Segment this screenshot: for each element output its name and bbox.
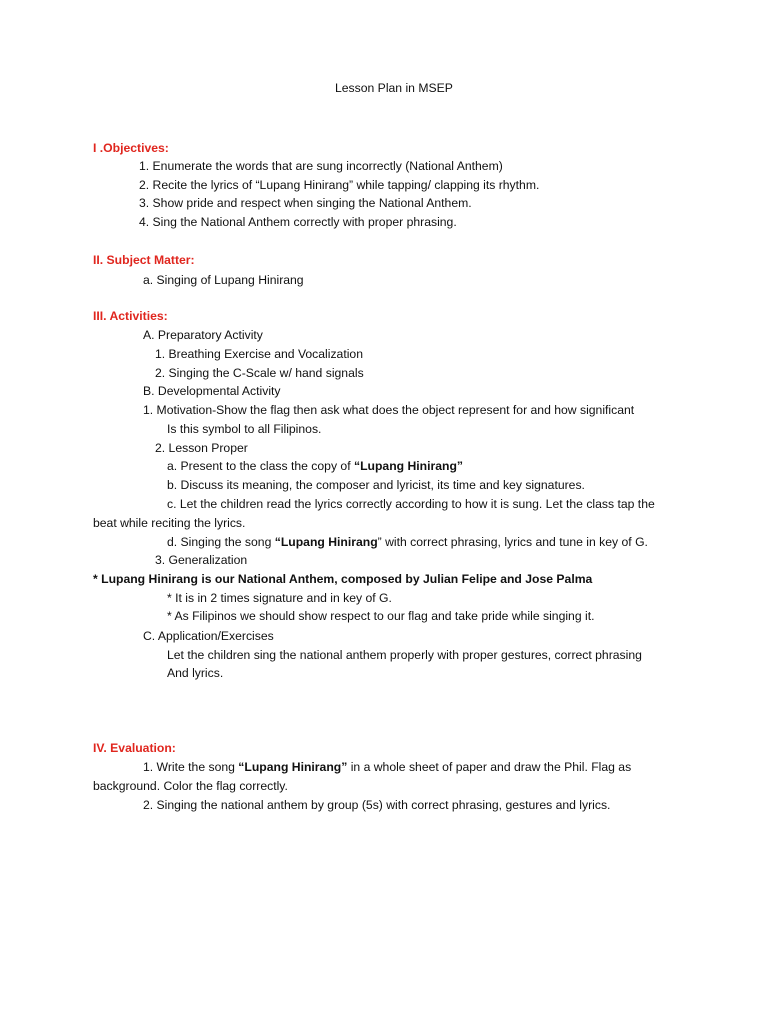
lesson-proper-label: 2. Lesson Proper bbox=[155, 441, 248, 455]
application-line: And lyrics. bbox=[167, 666, 224, 680]
preparatory-item: 2. Singing the C-Scale w/ hand signals bbox=[155, 366, 364, 380]
song-title: “Lupang Hinirang” bbox=[353, 459, 463, 473]
generalization-item: * It is in 2 times signature and in key of G. bbox=[167, 591, 392, 605]
lesson-proper-text: ” with correct phrasing, lyrics and tune in key of G. bbox=[377, 535, 648, 549]
developmental-activity-label: B. Developmental Activity bbox=[143, 384, 281, 398]
lesson-proper-text: a. Present to the class the copy of bbox=[167, 459, 354, 473]
page-title: Lesson Plan in MSEP bbox=[335, 81, 453, 95]
lesson-proper-item: beat while reciting the lyrics. bbox=[93, 516, 246, 530]
objective-item: 2. Recite the lyrics of “Lupang Hinirang” while tapping/ clapping its rhythm. bbox=[139, 178, 540, 192]
activities-heading: III. Activities: bbox=[93, 309, 168, 323]
lesson-proper-item: b. Discuss its meaning, the composer and lyricist, its time and key signatures. bbox=[167, 478, 585, 492]
evaluation-text: in a whole sheet of paper and draw the Phil. Flag as bbox=[347, 760, 632, 774]
evaluation-text: 1. Write the song bbox=[143, 760, 239, 774]
lesson-proper-text: d. Singing the song bbox=[167, 535, 275, 549]
objective-item: 4. Sing the National Anthem correctly with proper phrasing. bbox=[139, 215, 457, 229]
motivation-line: Is this symbol to all Filipinos. bbox=[167, 422, 322, 436]
generalization-item: * As Filipinos we should show respect to our flag and take pride while singing it. bbox=[167, 609, 595, 623]
application-line: Let the children sing the national anthem properly with proper gestures, correct phrasing bbox=[167, 648, 642, 662]
lesson-proper-item bbox=[167, 534, 648, 550]
lesson-proper-item bbox=[167, 458, 463, 474]
objective-item: 3. Show pride and respect when singing the National Anthem. bbox=[139, 196, 472, 210]
song-title: “Lupang Hinirang bbox=[274, 535, 378, 549]
objectives-heading: I .Objectives: bbox=[93, 141, 169, 155]
evaluation-item: 2. Singing the national anthem by group (5s) with correct phrasing, gestures and lyrics. bbox=[143, 798, 611, 812]
generalization-label: 3. Generalization bbox=[155, 553, 248, 567]
application-label: C. Application/Exercises bbox=[143, 629, 274, 643]
objective-item: 1. Enumerate the words that are sung incorrectly (National Anthem) bbox=[139, 159, 503, 173]
preparatory-activity-label: A. Preparatory Activity bbox=[143, 328, 263, 342]
motivation-line: 1. Motivation-Show the flag then ask what does the object represent for and how significant bbox=[143, 403, 635, 417]
subject-matter-item: a. Singing of Lupang Hinirang bbox=[143, 273, 304, 287]
lesson-proper-item: c. Let the children read the lyrics correctly according to how it is sung. Let the class tap the bbox=[167, 497, 655, 511]
song-title: “Lupang Hinirang” bbox=[238, 760, 348, 774]
generalization-item: * Lupang Hinirang is our National Anthem, composed by Julian Felipe and Jose Palma bbox=[93, 572, 593, 586]
preparatory-item: 1. Breathing Exercise and Vocalization bbox=[155, 347, 363, 361]
evaluation-heading: IV. Evaluation: bbox=[93, 741, 176, 755]
evaluation-item: background. Color the flag correctly. bbox=[93, 779, 288, 793]
evaluation-item bbox=[143, 759, 631, 775]
subject-matter-heading: II. Subject Matter: bbox=[93, 253, 195, 267]
